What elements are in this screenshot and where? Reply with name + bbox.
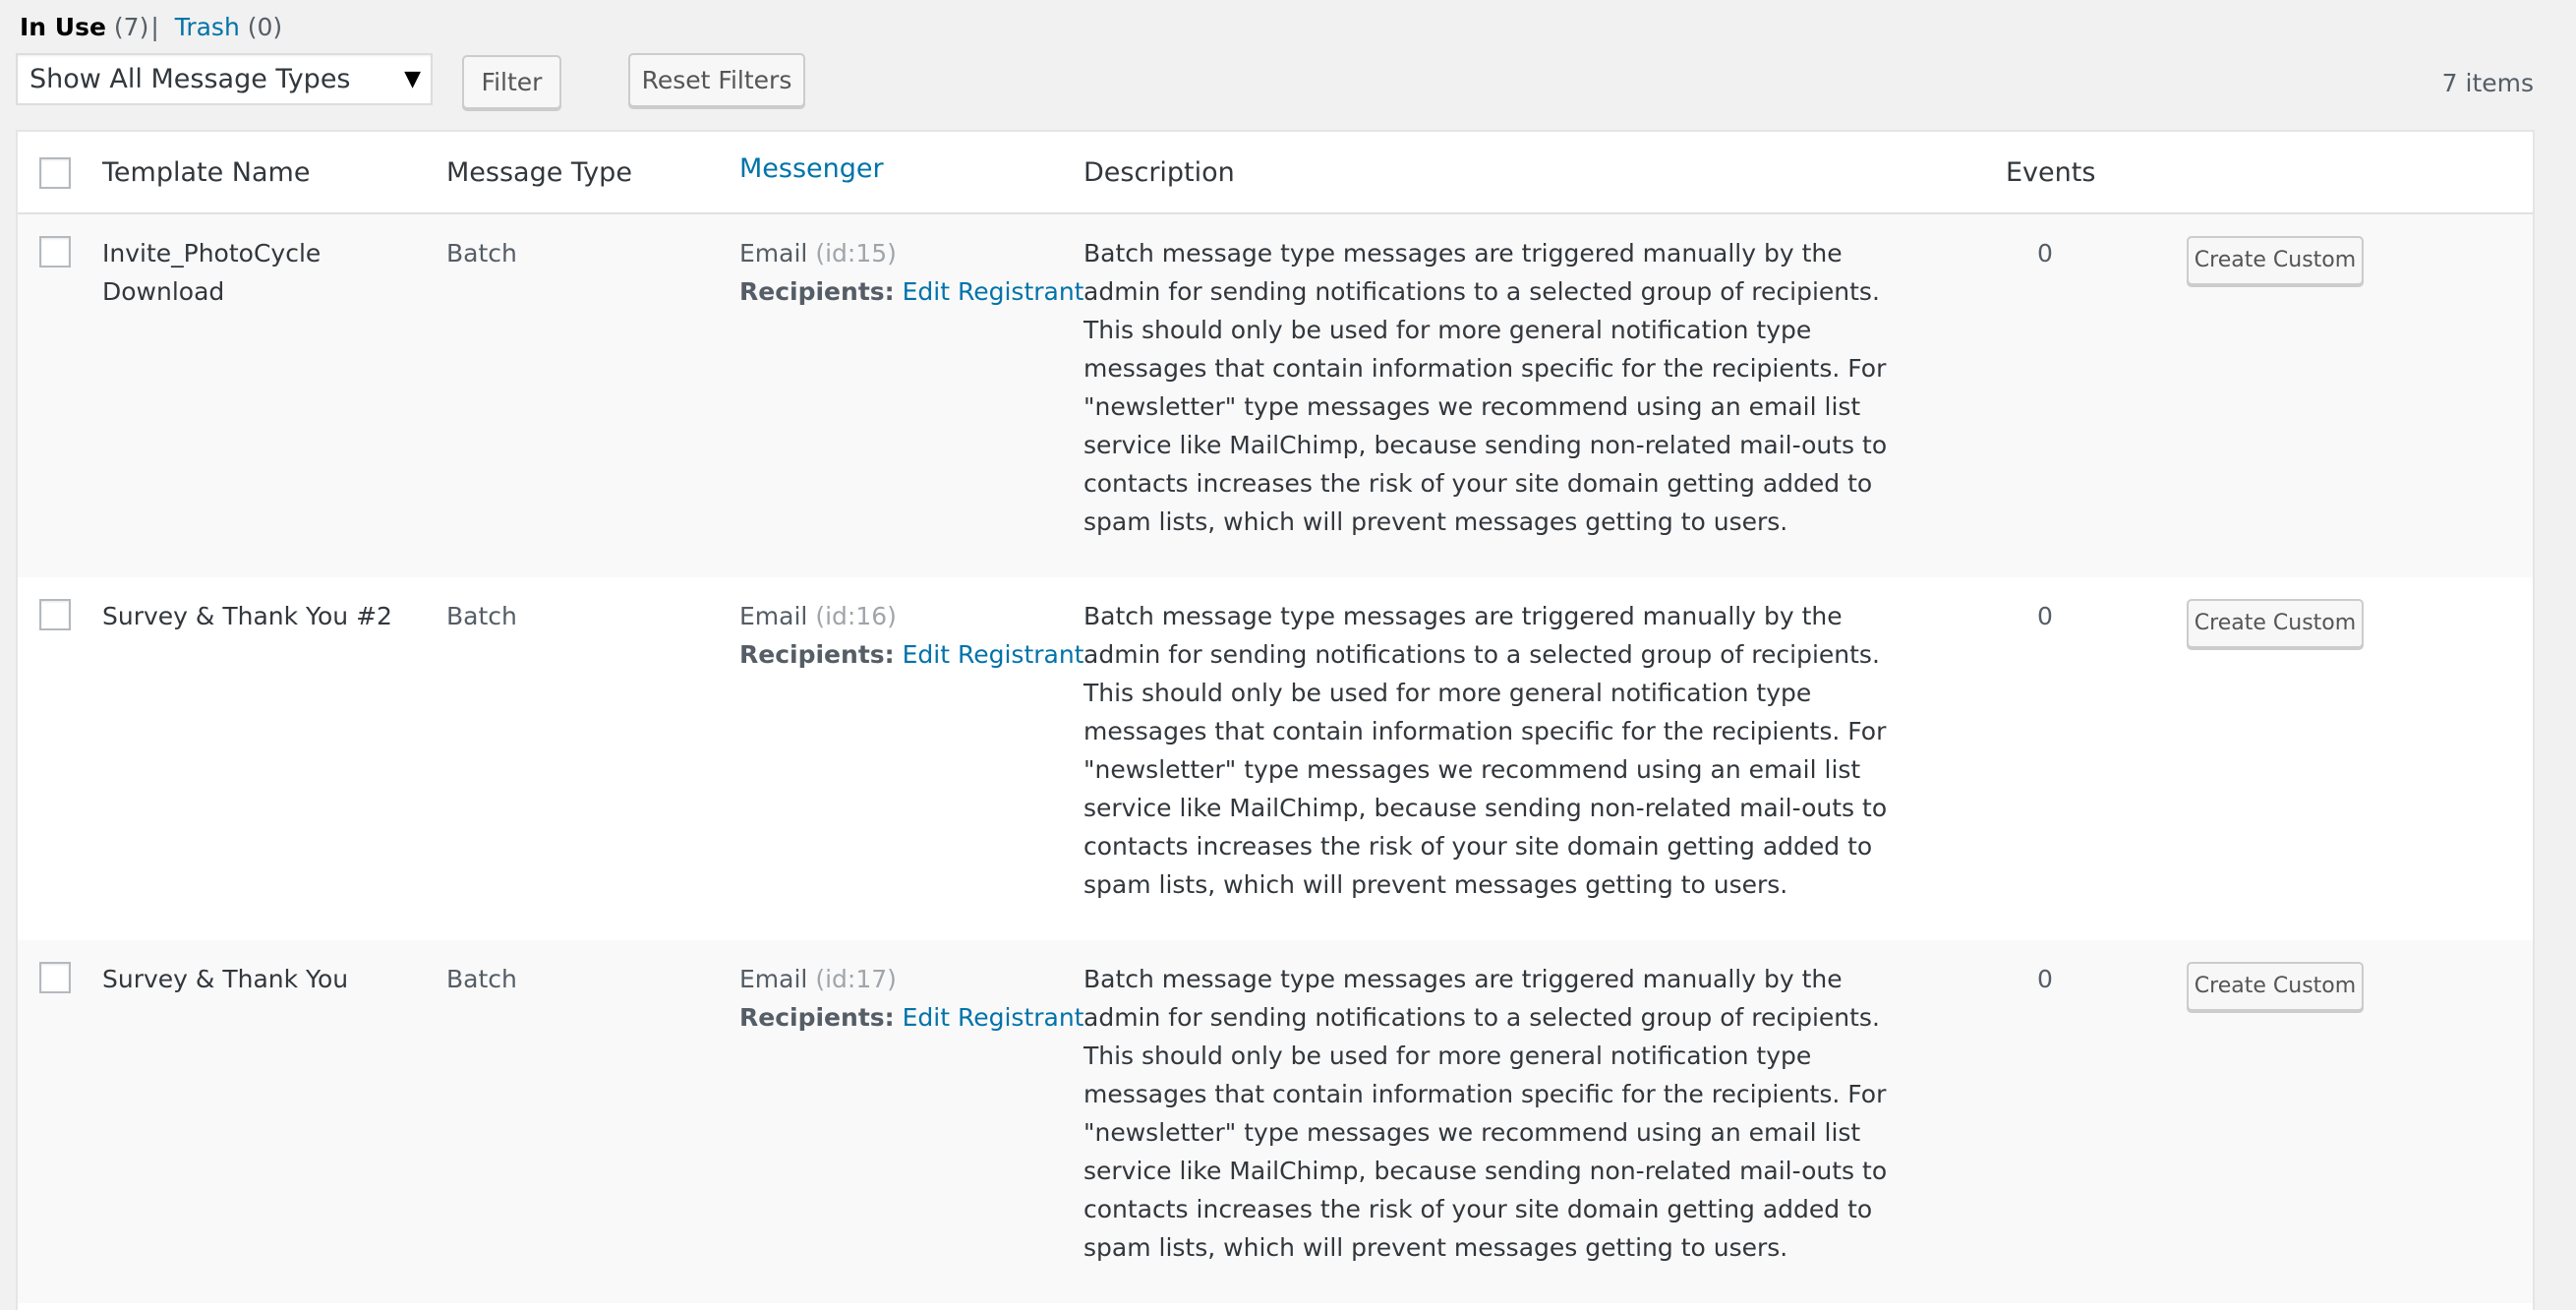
view-links <box>20 10 282 45</box>
row-checkbox[interactable] <box>39 962 71 993</box>
messenger-name: Email <box>739 965 808 993</box>
description: Batch message type messages are triggered manually by the admin for sending notifications to a selected group of recipients. This should only be used for more general notification type messages that contain information specific for the recipients. For "newsletter" type messages we recommend using an email list service like MailChimp, because sending non-related mail-outs to contacts increases the risk of your site domain getting added to spam lists, which will prevent messages getting to users. <box>1083 239 1888 536</box>
messenger-name: Email <box>739 602 808 630</box>
view-in-use-count: (7) <box>113 13 149 41</box>
messenger-cell <box>739 597 1084 674</box>
recipients-link[interactable]: Edit Registrant <box>902 640 1084 669</box>
column-messenger-sort-link[interactable]: Messenger <box>739 153 884 184</box>
messenger-cell <box>739 960 1084 1037</box>
message-type: Batch <box>446 602 517 630</box>
column-message-type: Message Type <box>446 157 632 188</box>
view-trash-link[interactable]: Trash <box>174 13 240 41</box>
messenger-id: (id:15) <box>815 239 897 268</box>
recipients-label: Recipients: <box>739 277 895 306</box>
create-custom-button[interactable]: Create Custom <box>2187 599 2364 648</box>
row-checkbox[interactable] <box>39 236 71 268</box>
column-template-name: Template Name <box>102 157 311 188</box>
table-row <box>18 940 2533 1303</box>
recipients-link[interactable]: Edit Registrant <box>902 1003 1084 1032</box>
events-count: 0 <box>2037 239 2053 268</box>
template-name[interactable]: Survey & Thank You #2 <box>102 602 392 630</box>
create-custom-button[interactable]: Create Custom <box>2187 236 2364 285</box>
table-row <box>18 577 2533 940</box>
messenger-id: (id:16) <box>815 602 897 630</box>
message-templates-table <box>16 130 2535 1310</box>
recipients-label: Recipients: <box>739 640 895 669</box>
message-type-select-value: Show All Message Types <box>29 64 351 94</box>
message-type: Batch <box>446 965 517 993</box>
items-count: 7 items <box>2441 69 2534 97</box>
description: Batch message type messages are triggered manually by the admin for sending notifications to a selected group of recipients. This should only be used for more general notification type messages that contain information specific for the recipients. For "newsletter" type messages we recommend using an email list service like MailChimp, because sending non-related mail-outs to contacts increases the risk of your site domain getting added to spam lists, which will prevent messages getting to users. <box>1083 965 1888 1262</box>
row-checkbox[interactable] <box>39 599 71 630</box>
template-name[interactable]: Invite_PhotoCycle Download <box>102 239 322 306</box>
template-name[interactable]: Survey & Thank You <box>102 965 349 993</box>
column-description: Description <box>1083 157 1235 188</box>
view-in-use-link[interactable]: In Use <box>20 13 106 41</box>
messenger-id: (id:17) <box>815 965 897 993</box>
table-row <box>18 214 2533 577</box>
events-count: 0 <box>2037 965 2053 993</box>
recipients-link[interactable]: Edit Registrant <box>902 277 1084 306</box>
dropdown-arrow-icon: ▼ <box>404 67 421 91</box>
messenger-cell <box>739 234 1084 311</box>
recipients-label: Recipients: <box>739 1003 895 1032</box>
create-custom-button[interactable]: Create Custom <box>2187 962 2364 1011</box>
select-all-checkbox[interactable] <box>39 157 71 189</box>
filter-button[interactable]: Filter <box>462 55 561 109</box>
table-header <box>18 132 2533 214</box>
message-type-select[interactable] <box>16 53 433 105</box>
events-count: 0 <box>2037 602 2053 630</box>
messenger-name: Email <box>739 239 808 268</box>
description: Batch message type messages are triggered manually by the admin for sending notifications to a selected group of recipients. This should only be used for more general notification type messages that contain information specific for the recipients. For "newsletter" type messages we recommend using an email list service like MailChimp, because sending non-related mail-outs to contacts increases the risk of your site domain getting added to spam lists, which will prevent messages getting to users. <box>1083 602 1888 899</box>
view-trash-count: (0) <box>247 13 283 41</box>
message-type: Batch <box>446 239 517 268</box>
reset-filters-button[interactable]: Reset Filters <box>628 53 805 107</box>
column-events: Events <box>2006 157 2096 188</box>
view-separator: | <box>150 13 159 41</box>
